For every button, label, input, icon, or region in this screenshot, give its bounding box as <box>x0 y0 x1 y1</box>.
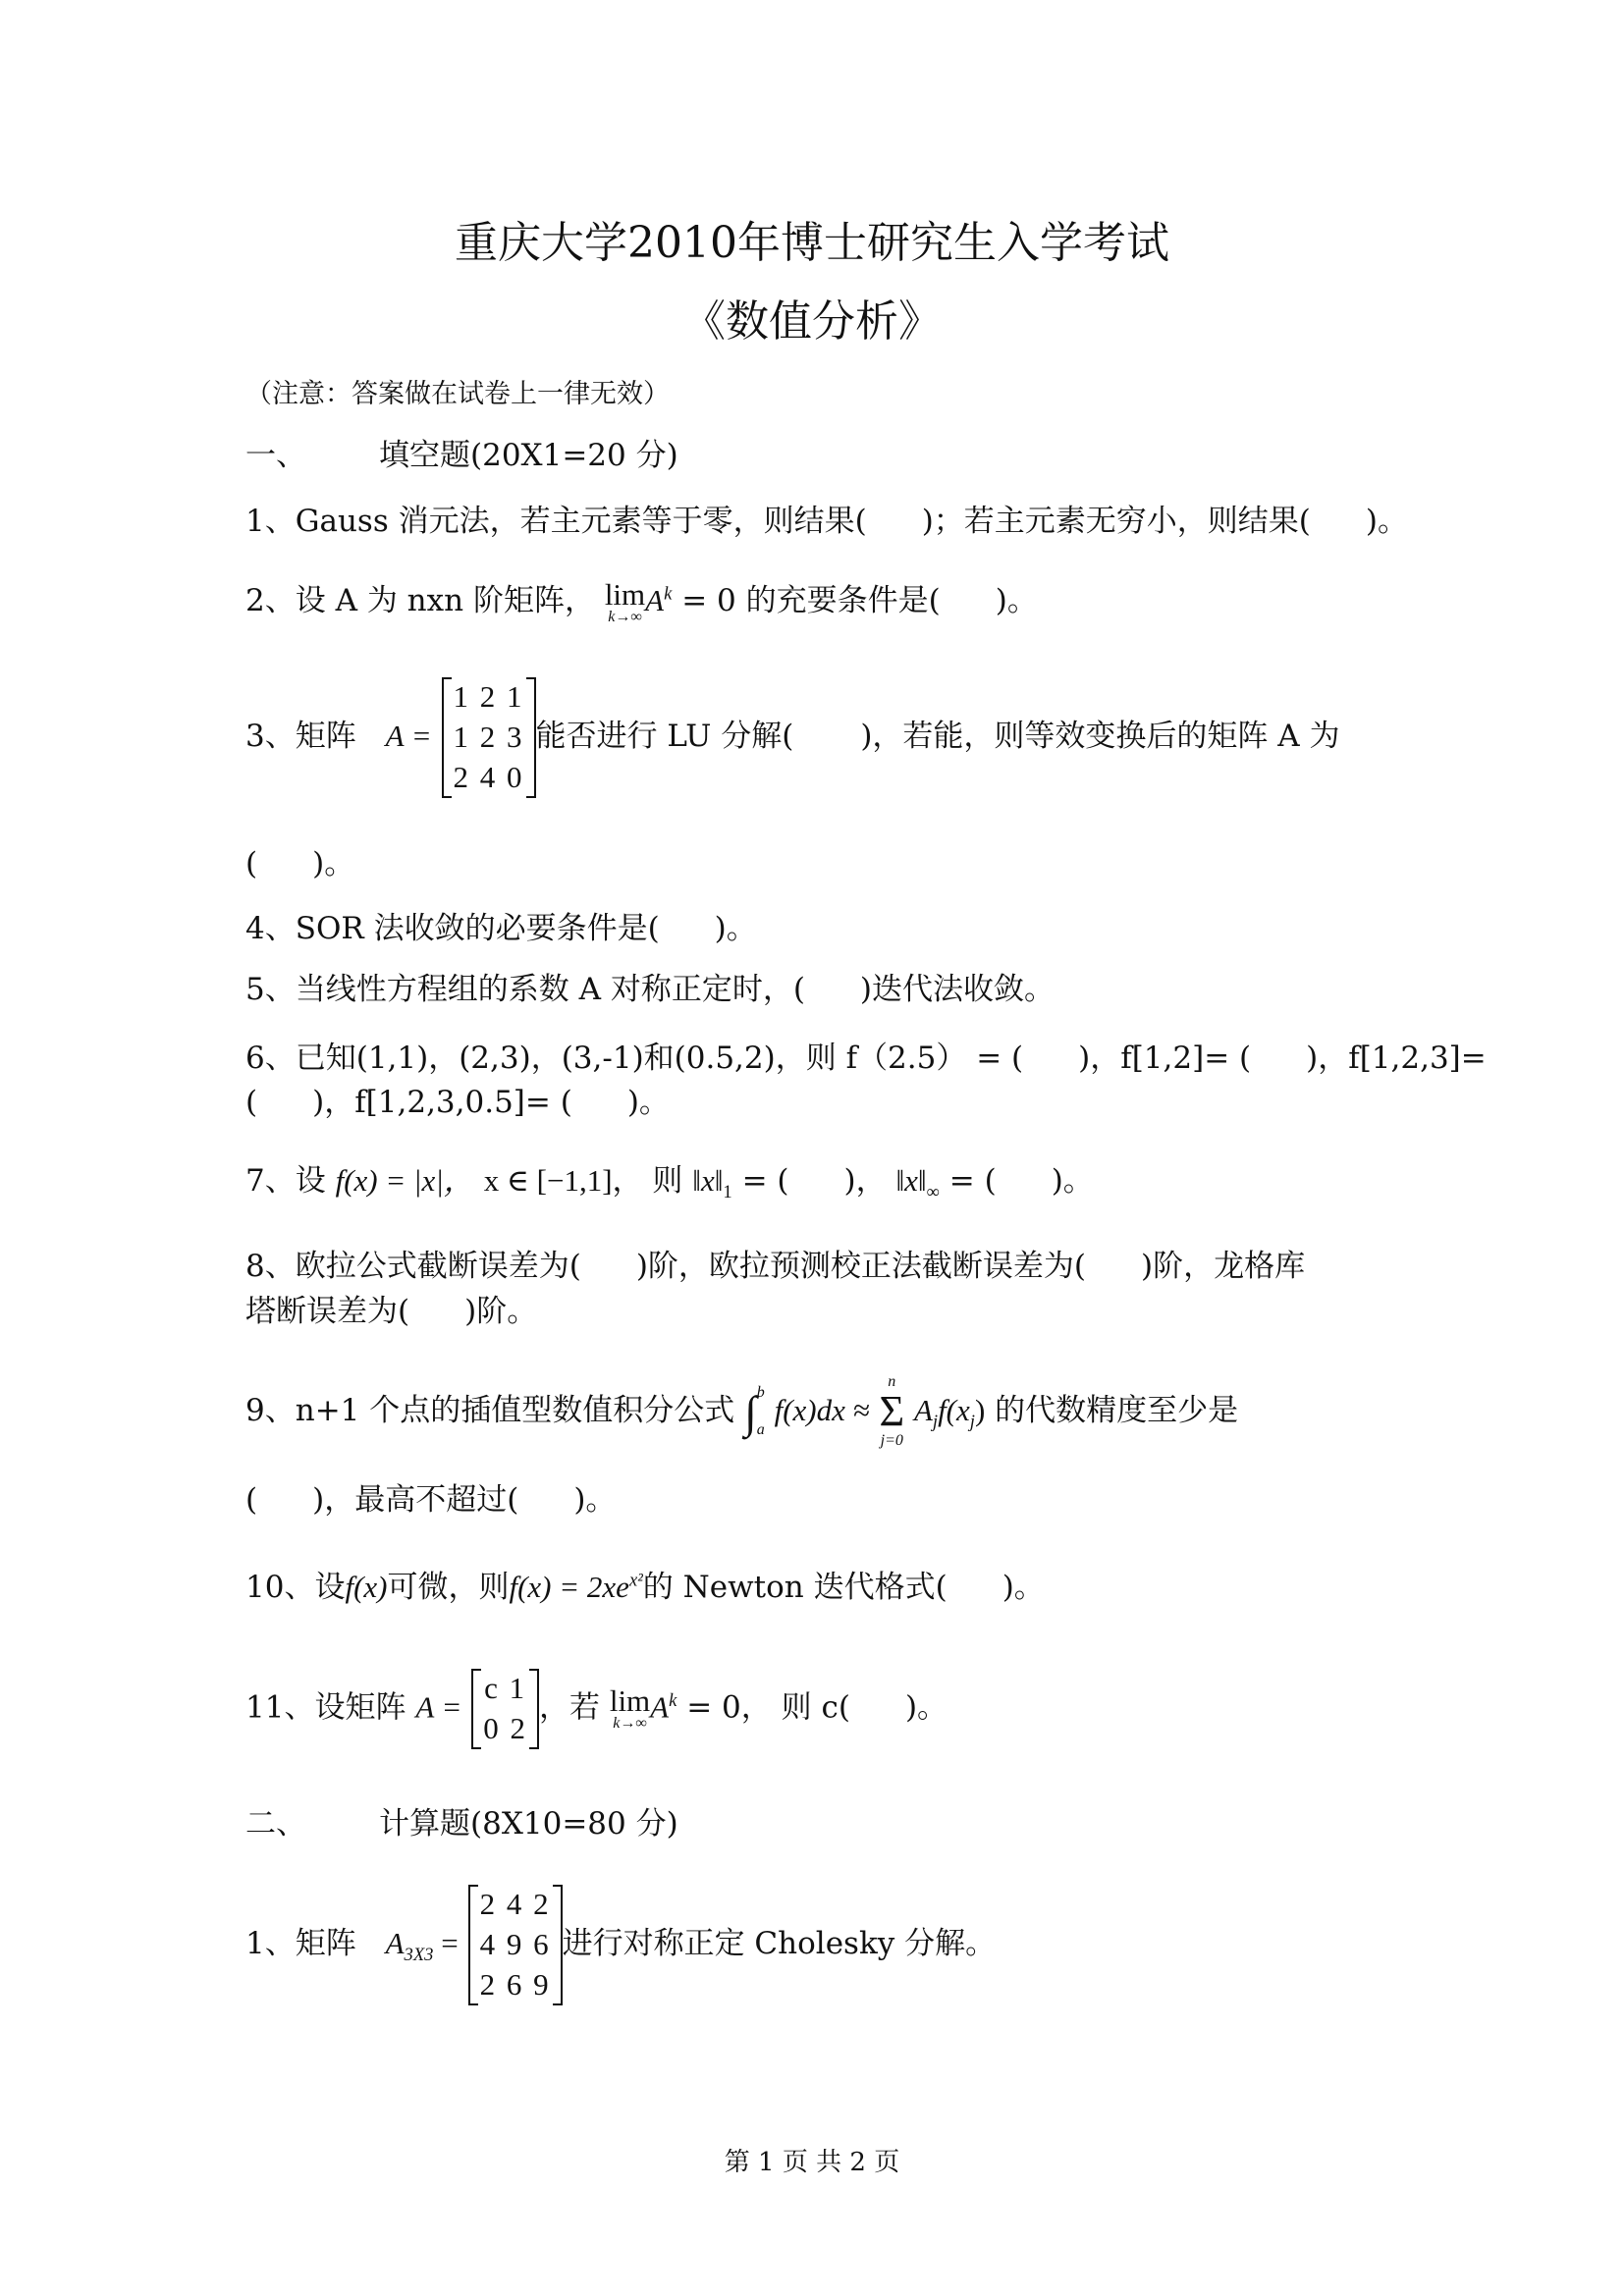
s1-question-11: 11、设矩阵 A = c 1 0 2 ，若 lim k→∞ $A^k = 0$， 则 c( )。 <box>245 1669 947 1749</box>
section2-number: 二、 <box>245 1806 306 1842</box>
integral-sign: ∫ <box>744 1386 757 1437</box>
section1-heading <box>245 438 678 474</box>
s1-question-9-cont: ( )，最高不超过( )。 <box>245 1482 617 1518</box>
summation: n Σ j=0 <box>879 1373 905 1450</box>
s1-question-6: 6、已知(1,1)，(2,3)，(3,-1)和(0.5,2)，则 f（2.5） = ( )，f[1,2]= ( )，f[1,2,3]= <box>245 1041 1487 1076</box>
s1-question-1: 1、Gauss 消元法，若主元素等于零，则结果( )；若主元素无穷小，则结果( )。 <box>245 504 1408 539</box>
matrix-A-3x3: 1 2 1 1 2 3 2 4 0 <box>442 677 536 798</box>
s1-question-5: 5、当线性方程组的系数 A 对称正定时，( )迭代法收敛。 <box>245 972 1056 1007</box>
s1-question-3-cont: ( )。 <box>245 846 355 881</box>
s1-question-3: 3、矩阵 A = 1 2 1 1 2 3 2 4 0 能否进行 LU 分解( )，若能，则等效变换后的矩阵 A 为 <box>245 677 1340 798</box>
matrix-A-3x3-cholesky: 2 4 2 4 9 6 2 6 9 <box>468 1885 563 2005</box>
exam-note: （注意：答案做在试卷上一律无效） <box>245 379 670 409</box>
section1-title: 填空题(20X1=20 分) <box>379 438 678 473</box>
page-footer: 第 1 页 共 2 页 <box>724 2148 900 2177</box>
s2-question-1: 1、矩阵 $A_{3X3}$ = 2 4 2 4 9 6 2 6 9 进行对称正定 Cholesky 分解。 <box>245 1885 996 2005</box>
matrix-A-2x2: c 1 0 2 <box>471 1669 539 1749</box>
s1-question-7: 7、设 f(x) = |x|， x ∈ [−1,1]， 则 $‖x‖_1$ = ( )， $‖x‖_\infty$ = ( )。 <box>245 1163 1094 1203</box>
section1-number: 一、 <box>245 438 306 473</box>
section2-title: 计算题(8X10=80 分) <box>379 1806 678 1842</box>
s1-question-8: 8、欧拉公式截断误差为( )阶，欧拉预测校正法截断误差为( )阶，龙格库 <box>245 1249 1306 1284</box>
exam-title: 重庆大学2010年博士研究生入学考试 <box>455 218 1169 268</box>
limit-expression: lim k→∞ <box>604 577 646 625</box>
s1-question-9: 9、n+1 个点的插值型数值积分公式 ∫ b a f(x)dx ≈ n Σ j=0 $A_jf(x_j)$ 的代数精度至少是 <box>245 1373 1239 1450</box>
section2-heading <box>245 1806 678 1842</box>
s1-question-6-cont: ( )，f[1,2,3,0.5]= ( )。 <box>245 1085 670 1120</box>
s1-question-4: 4、SOR 法收敛的必要条件是( )。 <box>245 911 757 946</box>
s1-question-8-cont: 塔断误差为( )阶。 <box>245 1294 538 1329</box>
integral-limits: b a <box>756 1384 765 1439</box>
limit-expression-2: lim k→∞ <box>609 1683 651 1733</box>
s1-question-2: 2、设 A 为 nxn 阶矩阵， lim k→∞ $A^k = 0$ 的充要条件是( )。 <box>245 577 1038 625</box>
s1-question-10: 10、设f(x)可微，则$f(x) = 2xe^{x^2}$的 Newton 迭代格式( )。 <box>245 1570 1045 1605</box>
exam-subtitle: 《数值分析》 <box>682 296 942 347</box>
